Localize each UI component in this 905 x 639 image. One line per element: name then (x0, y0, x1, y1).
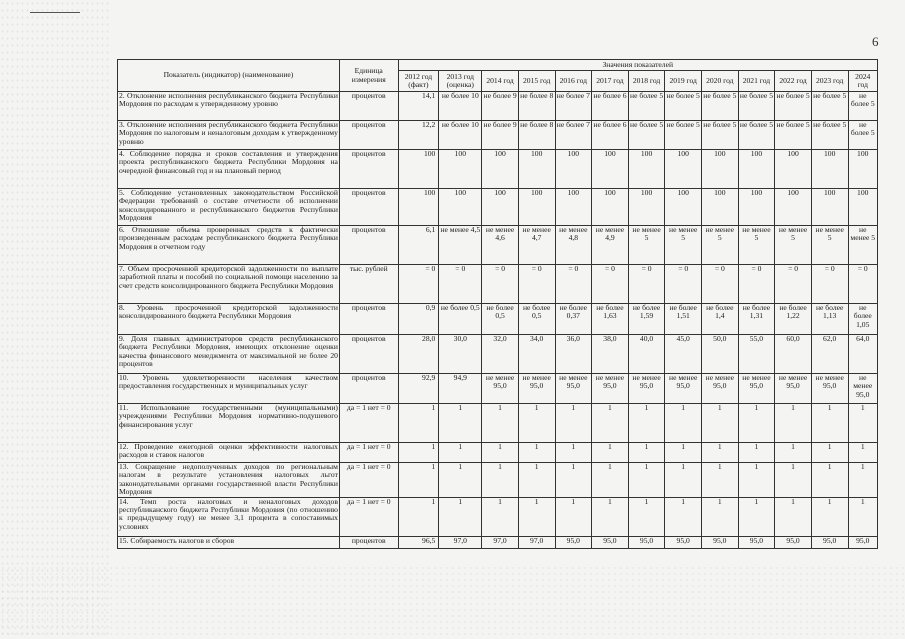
indicator-value: 100 (775, 189, 812, 226)
indicator-value: 97,0 (439, 536, 482, 548)
table-row (118, 304, 878, 335)
indicator-value: 1 (775, 404, 812, 443)
header-year: 2024 год (848, 71, 878, 92)
indicator-value: не более 5 (628, 121, 665, 150)
header-year: 2018 год (628, 71, 665, 92)
indicator-value: 100 (398, 150, 439, 189)
indicator-value: = 0 (592, 265, 629, 304)
indicator-name: 6. Отношение объема проверенных средств к фактически произведенным расходам республиканского бюджета Республики Мордовия в отчетном году (118, 226, 340, 265)
indicator-value: 1 (811, 497, 848, 536)
indicator-value: 97,0 (518, 536, 555, 548)
indicator-value: 1 (848, 404, 878, 443)
indicator-value: не менее 95,0 (811, 374, 848, 404)
indicator-value: 96,5 (398, 536, 439, 548)
indicator-value: 100 (439, 150, 482, 189)
indicator-unit: процентов (339, 226, 398, 265)
indicator-value: 100 (482, 189, 519, 226)
indicator-value: не менее 95,0 (775, 374, 812, 404)
indicator-value: 1 (439, 497, 482, 536)
indicator-value: 100 (628, 189, 665, 226)
indicator-value: 100 (518, 189, 555, 226)
indicator-unit: да = 1 нет = 0 (339, 497, 398, 536)
indicator-value: 95,0 (775, 536, 812, 548)
indicators-table (117, 59, 878, 549)
page-number: 6 (872, 34, 879, 49)
indicator-value: 100 (592, 189, 629, 226)
indicator-value: 1 (702, 404, 739, 443)
indicator-value: не менее 5 (775, 226, 812, 265)
indicator-value: 40,0 (628, 335, 665, 374)
indicator-value: 1 (702, 443, 739, 463)
indicator-value: = 0 (702, 265, 739, 304)
indicator-value: 60,0 (775, 335, 812, 374)
indicator-value: 1 (775, 497, 812, 536)
indicator-value: = 0 (738, 265, 775, 304)
indicator-value: = 0 (628, 265, 665, 304)
table-row (118, 404, 878, 443)
indicator-value: не более 6 (592, 92, 629, 121)
indicator-value: 1 (518, 404, 555, 443)
indicator-value: 1 (398, 497, 439, 536)
indicator-value: не более 1,63 (592, 304, 629, 335)
indicator-value: не более 7 (555, 121, 592, 150)
indicator-value: 1 (738, 443, 775, 463)
indicator-value: 1 (848, 443, 878, 463)
indicator-value: не более 5 (848, 121, 878, 150)
header-year: 2020 год (702, 71, 739, 92)
indicator-value: не более 6 (592, 121, 629, 150)
indicator-value: 1 (811, 404, 848, 443)
indicator-value: не менее 95,0 (738, 374, 775, 404)
indicator-value: 100 (439, 189, 482, 226)
indicator-value: 36,0 (555, 335, 592, 374)
indicator-value: 1 (592, 463, 629, 498)
header-year: 2012 год (факт) (398, 71, 439, 92)
indicator-value: не более 5 (738, 121, 775, 150)
indicator-unit: да = 1 нет = 0 (339, 404, 398, 443)
table-row (118, 121, 878, 150)
top-mark-line (30, 12, 80, 13)
indicator-value: 1 (811, 443, 848, 463)
table-row (118, 92, 878, 121)
indicator-value: не менее 95,0 (482, 374, 519, 404)
indicator-value: 1 (439, 463, 482, 498)
indicator-value: 1 (665, 443, 702, 463)
table-row (118, 265, 878, 304)
indicator-unit: процентов (339, 150, 398, 189)
header-indicator: Показатель (индикатор) (наименование) (118, 60, 340, 92)
indicator-value: не менее 95,0 (555, 374, 592, 404)
indicator-value: не менее 4,9 (592, 226, 629, 265)
indicator-value: 1 (738, 497, 775, 536)
indicator-value: не более 5 (628, 92, 665, 121)
indicator-value: не менее 5 (848, 226, 878, 265)
indicator-value: 1 (628, 404, 665, 443)
indicator-value: 1 (665, 463, 702, 498)
indicator-value: не более 5 (811, 121, 848, 150)
table-row (118, 150, 878, 189)
indicator-value: не более 5 (665, 121, 702, 150)
indicator-unit: процентов (339, 92, 398, 121)
indicator-value: 100 (848, 150, 878, 189)
indicator-value: 1 (439, 443, 482, 463)
indicator-value: 1 (482, 404, 519, 443)
indicator-value: 1 (555, 497, 592, 536)
indicator-value: 1 (518, 463, 555, 498)
indicator-value: не более 8 (518, 92, 555, 121)
indicator-value: 1 (628, 443, 665, 463)
indicator-unit: процентов (339, 335, 398, 374)
indicator-name: 9. Доля главных администраторов средств республиканского бюджета Республики Мордовия, имеющих отклонение оценки качества финансового менеджмента от максимальной не более 20 процентов (118, 335, 340, 374)
indicator-value: не более 5 (775, 121, 812, 150)
indicator-value: = 0 (398, 265, 439, 304)
indicator-value: не более 1,31 (738, 304, 775, 335)
indicator-value: не более 1,22 (775, 304, 812, 335)
indicator-value: 1 (775, 443, 812, 463)
indicator-value: не более 1,13 (811, 304, 848, 335)
indicator-value: не менее 4,5 (439, 226, 482, 265)
indicator-value: 28,0 (398, 335, 439, 374)
indicator-value: 95,0 (811, 536, 848, 548)
indicator-name: 11. Использование государственными (муниципальными) учреждениями Республики Мордовия нормативно-подушевого финансирования услуг (118, 404, 340, 443)
indicator-value: 45,0 (665, 335, 702, 374)
indicator-name: 3. Отклонение исполнения республиканского бюджета Республики Мордовия по налоговым и неналоговым доходам к утвержденному уровню (118, 121, 340, 150)
indicator-name: 14. Темп роста налоговых и неналоговых доходов республиканского бюджета Республики Мордовия (по отношению к предыдущему году) не менее 3,1 процента в сопоставимых условиях (118, 497, 340, 536)
indicator-value: не более 5 (702, 121, 739, 150)
indicator-value: = 0 (439, 265, 482, 304)
indicator-value: 1 (592, 443, 629, 463)
indicator-value: 32,0 (482, 335, 519, 374)
indicator-value: 95,0 (665, 536, 702, 548)
header-year: 2013 год (оценка) (439, 71, 482, 92)
indicator-unit: тыс. рублей (339, 265, 398, 304)
header-year: 2023 год (811, 71, 848, 92)
indicator-value: 1 (702, 497, 739, 536)
indicator-name: 13. Сокращение недополученных доходов по региональным налогам в результате установления налоговых льгот законодательными органами государственной власти Республики Мордовия (119, 462, 338, 497)
indicator-value: 1 (518, 443, 555, 463)
indicator-value: 100 (702, 189, 739, 226)
indicator-unit: да = 1 нет = 0 (339, 443, 398, 463)
indicator-value: 1 (848, 497, 878, 536)
indicator-value: 6,1 (398, 226, 439, 265)
indicator-value: 1 (848, 463, 878, 498)
indicator-value: не более 5 (738, 92, 775, 121)
indicator-value: 100 (555, 189, 592, 226)
indicator-value: 1 (592, 404, 629, 443)
indicator-value: не более 1,51 (665, 304, 702, 335)
indicator-value: 95,0 (628, 536, 665, 548)
indicator-value: 100 (628, 150, 665, 189)
indicator-value: не более 10 (439, 121, 482, 150)
indicator-value: = 0 (482, 265, 519, 304)
indicator-value: 1 (482, 463, 519, 498)
indicator-value: 1 (555, 404, 592, 443)
indicator-value: = 0 (665, 265, 702, 304)
indicator-value: = 0 (811, 265, 848, 304)
indicator-unit: процентов (339, 304, 398, 335)
table-row (118, 497, 878, 536)
indicator-value: 100 (811, 150, 848, 189)
indicator-value: не менее 5 (628, 226, 665, 265)
indicator-value: 100 (518, 150, 555, 189)
indicator-value: не менее 5 (665, 226, 702, 265)
indicator-unit: процентов (339, 189, 398, 226)
indicator-value: 38,0 (592, 335, 629, 374)
indicator-value: не менее 4,7 (518, 226, 555, 265)
header-year: 2017 год (592, 71, 629, 92)
indicator-value: не более 7 (555, 92, 592, 121)
indicator-value: 95,0 (848, 536, 878, 548)
header-year: 2016 год (555, 71, 592, 92)
indicator-value: не более 5 (848, 92, 878, 121)
indicator-value: 100 (738, 150, 775, 189)
indicator-value: 12,2 (398, 121, 439, 150)
table-row (118, 443, 878, 463)
indicator-value: не более 1,4 (702, 304, 739, 335)
indicator-value: 100 (665, 150, 702, 189)
indicator-name: 15. Собираемость налогов и сборов (118, 536, 340, 548)
indicator-value: 1 (398, 443, 439, 463)
header-year: 2022 год (775, 71, 812, 92)
indicator-value: 100 (702, 150, 739, 189)
scan-noise-left (0, 0, 110, 639)
indicator-unit: процентов (339, 536, 398, 548)
indicator-value: не более 0,5 (439, 304, 482, 335)
indicator-value: 30,0 (439, 335, 482, 374)
indicator-value: = 0 (775, 265, 812, 304)
indicator-value: 34,0 (518, 335, 555, 374)
indicator-value: не менее 4,8 (555, 226, 592, 265)
header-year: 2019 год (665, 71, 702, 92)
indicator-value: 50,0 (702, 335, 739, 374)
indicator-value: 55,0 (738, 335, 775, 374)
indicator-value: 100 (482, 150, 519, 189)
indicator-value: 95,0 (555, 536, 592, 548)
indicator-value: не более 5 (702, 92, 739, 121)
indicator-value: 1 (592, 497, 629, 536)
indicator-value: не более 9 (482, 92, 519, 121)
table-row (118, 226, 878, 265)
indicator-name: 7. Объем просроченной кредиторской задолженности по выплате заработной платы и пособий по социальной помощи населению за счет средств консолидированного бюджета Республики Мордовия (118, 265, 340, 304)
indicator-value: = 0 (518, 265, 555, 304)
indicator-value: 14,1 (398, 92, 439, 121)
indicator-name: 4. Соблюдение порядка и сроков составления и утверждения проекта республиканского бюджета Республики Мордовия на очередной финансовый год и на плановый период (118, 150, 340, 189)
indicator-value: не более 10 (439, 92, 482, 121)
indicator-value: 92,9 (398, 374, 439, 404)
indicator-value: 1 (398, 404, 439, 443)
indicator-value: 1 (665, 497, 702, 536)
indicator-value: не более 0,5 (518, 304, 555, 335)
indicator-value: 100 (555, 150, 592, 189)
indicator-value: не менее 95,0 (592, 374, 629, 404)
indicator-value: 1 (811, 463, 848, 498)
indicator-value: 100 (592, 150, 629, 189)
indicator-name: 2. Отклонение исполнения республиканского бюджета Республики Мордовия по расходам к утвержденному уровню (118, 92, 340, 121)
indicator-name: 8. Уровень просроченной кредиторской задолженности консолидированного бюджета Республики Мордовия (118, 304, 340, 335)
indicator-value: не более 5 (775, 92, 812, 121)
scan-noise-bottom (0, 565, 905, 639)
indicator-value: 1 (398, 463, 439, 498)
table-body (118, 92, 878, 549)
header-values-group: Значения показателей (398, 60, 877, 71)
indicator-value: 1 (439, 404, 482, 443)
header-year: 2021 год (738, 71, 775, 92)
indicator-value: 97,0 (482, 536, 519, 548)
indicator-value: не менее 95,0 (702, 374, 739, 404)
table-row (118, 189, 878, 226)
indicator-value: не менее 4,6 (482, 226, 519, 265)
indicator-unit: процентов (339, 121, 398, 150)
indicator-value: не более 1,05 (848, 304, 878, 335)
indicator-value: не более 0,5 (482, 304, 519, 335)
table-row (118, 374, 878, 404)
header-unit: Единица измерения (339, 60, 398, 92)
indicator-value: 0,9 (398, 304, 439, 335)
indicator-value: = 0 (555, 265, 592, 304)
indicator-value: 64,0 (848, 335, 878, 374)
indicator-value: 1 (482, 443, 519, 463)
indicator-value: 1 (738, 404, 775, 443)
header-year: 2015 год (518, 71, 555, 92)
indicator-name: 12. Проведение ежегодной оценки эффективности налоговых расходов и ставок налогов (118, 443, 340, 463)
indicator-value: 1 (482, 497, 519, 536)
indicator-value: 1 (628, 497, 665, 536)
table-row (118, 335, 878, 374)
indicator-value: не менее 95,0 (518, 374, 555, 404)
table-row (118, 463, 878, 498)
indicator-value: не более 8 (518, 121, 555, 150)
indicator-value: не менее 95,0 (848, 374, 878, 404)
indicator-value: 1 (555, 443, 592, 463)
indicator-value: 100 (848, 189, 878, 226)
indicator-value: не более 1,59 (628, 304, 665, 335)
indicator-unit: да = 1 нет = 0 (339, 463, 398, 498)
indicator-value: 100 (775, 150, 812, 189)
header-year: 2014 год (482, 71, 519, 92)
indicator-value: 1 (518, 497, 555, 536)
indicator-value: 1 (555, 463, 592, 498)
indicator-value: не менее 5 (738, 226, 775, 265)
table-row (118, 536, 878, 548)
indicator-value: 1 (628, 463, 665, 498)
indicator-value: не более 5 (811, 92, 848, 121)
indicator-value: 1 (665, 404, 702, 443)
indicator-value: не менее 5 (702, 226, 739, 265)
indicator-value: 95,0 (702, 536, 739, 548)
indicator-value: 1 (738, 463, 775, 498)
indicator-value: 100 (738, 189, 775, 226)
indicator-value: 62,0 (811, 335, 848, 374)
indicator-value: 1 (702, 463, 739, 498)
indicator-name: 5. Соблюдение установленных законодательством Российской Федерации требований о составе отчетности об исполнении консолидированного и республиканского бюджетов Республики Мордовия (118, 189, 340, 226)
indicator-value: = 0 (848, 265, 878, 304)
indicator-value: 100 (398, 189, 439, 226)
indicator-value: не менее 95,0 (628, 374, 665, 404)
indicator-value: 100 (811, 189, 848, 226)
indicator-value: 95,0 (738, 536, 775, 548)
indicator-name: 10. Уровень удовлетворенности населения качеством предоставления государственных и муниципальных услуг (118, 374, 340, 404)
indicator-value: не менее 95,0 (665, 374, 702, 404)
indicator-value: 94,9 (439, 374, 482, 404)
indicator-value: 1 (775, 463, 812, 498)
indicator-value: 100 (665, 189, 702, 226)
indicator-value: не более 5 (665, 92, 702, 121)
indicator-value: 95,0 (592, 536, 629, 548)
indicator-value: не менее 5 (811, 226, 848, 265)
indicator-value: не более 0,37 (555, 304, 592, 335)
indicator-value: не более 9 (482, 121, 519, 150)
indicator-unit: процентов (339, 374, 398, 404)
